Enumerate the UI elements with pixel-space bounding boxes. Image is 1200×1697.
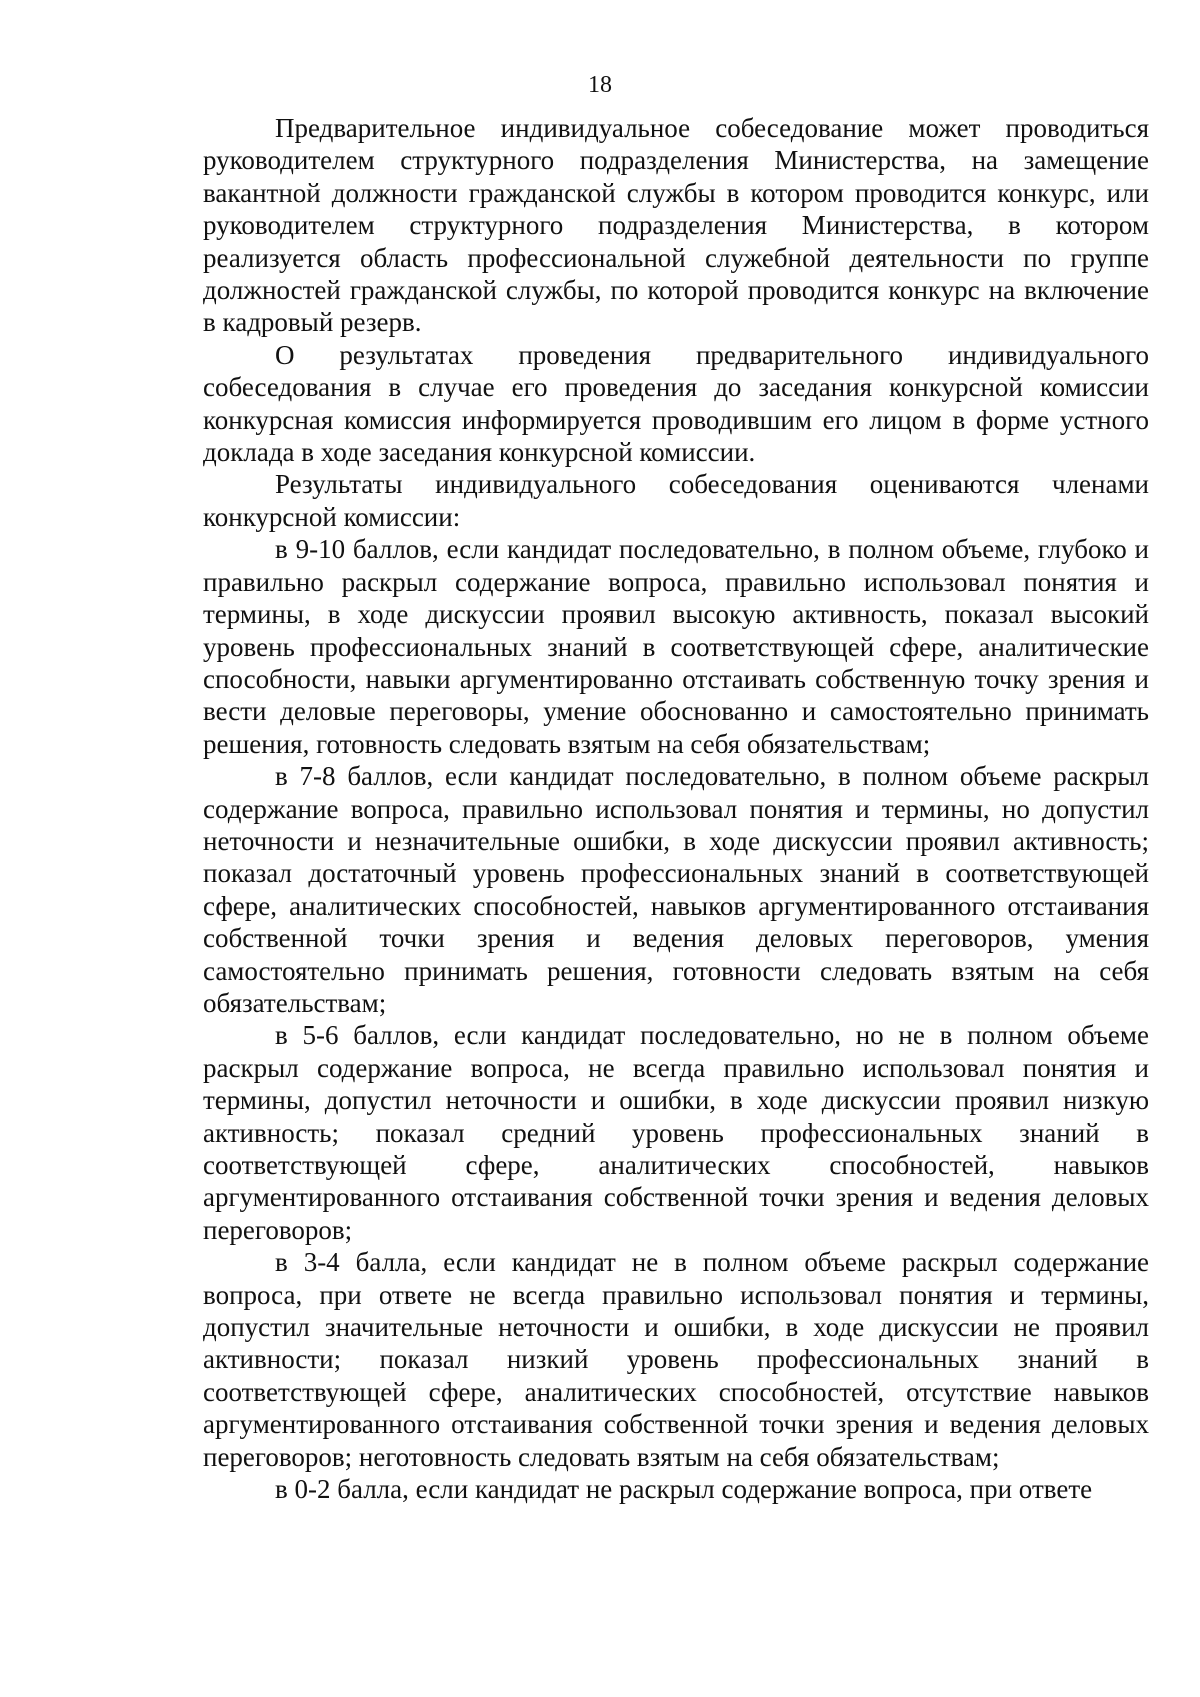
- paragraph-score-3-4: в 3-4 балла, если кандидат не в полном объеме раскрыл содержание вопроса, при ответе не всегда правильно использовал понятия и термины, допустил значительные неточности и ошибки, в ходе дискуссии не проявил активности; показал низкий уровень профессиональных знаний в соответствующей сфере, аналитических способностей, отсутствие навыков аргументированного отстаивания собственной точки зрения и ведения деловых переговоров; неготовность следовать взятым на себя обязательствам;: [203, 1247, 1149, 1472]
- paragraph-score-7-8: в 7-8 баллов, если кандидат последовательно, в полном объеме раскрыл содержание вопроса, правильно использовал понятия и термины, но допустил неточности и незначительные ошибки, в ходе дискуссии проявил активность; показал достаточный уровень профессиональных знаний в соответствующей сфере, аналитических способностей, навыков аргументированного отстаивания собственной точки зрения и ведения деловых переговоров, умения самостоятельно принимать решения, готовности следовать взятым на себя обязательствам;: [203, 761, 1149, 1018]
- paragraph-evaluation-intro: Результаты индивидуального собеседования оцениваются членами конкурсной комиссии:: [203, 469, 1149, 532]
- paragraph-interview-results-report: О результатах проведения предварительного индивидуального собеседования в случае его проведения до заседания конкурсной комиссии конкурсная комиссия информируется проводившим его лицом в форме устного доклада в ходе заседания конкурсной комиссии.: [203, 339, 1149, 468]
- document-body: [203, 112, 1149, 1505]
- paragraph-score-0-2: в 0-2 балла, если кандидат не раскрыл содержание вопроса, при ответе: [275, 1474, 1093, 1505]
- paragraph-preliminary-interview: Предварительное индивидуальное собеседование может проводиться руководителем структурного подразделения Министерства, на замещение вакантной должности гражданской службы в котором проводится конкурс, или руководителем структурного подразделения Министерства, в котором реализуется область профессиональной служебной деятельности по группе должностей гражданской службы, по которой проводится конкурс на включение в кадровый резерв.: [203, 113, 1149, 338]
- page-number: 18: [588, 72, 612, 98]
- paragraph-score-5-6: в 5-6 баллов, если кандидат последовательно, но не в полном объеме раскрыл содержание вопроса, не всегда правильно использовал понятия и термины, допустил неточности и ошибки, в ходе дискуссии проявил низкую активность; показал средний уровень профессиональных знаний в соответствующей сфере, аналитических способностей, навыков аргументированного отстаивания собственной точки зрения и ведения деловых переговоров;: [203, 1020, 1149, 1245]
- paragraph-score-9-10: в 9-10 баллов, если кандидат последовательно, в полном объеме, глубоко и правильно раскрыл содержание вопроса, правильно использовал понятия и термины, в ходе дискуссии проявил высокую активность, показал высокий уровень профессиональных знаний в соответствующей сфере, аналитические способности, навыки аргументированно отстаивать собственную точку зрения и вести деловые переговоры, умение обоснованно и самостоятельно принимать решения, готовность следовать взятым на себя обязательствам;: [203, 534, 1149, 759]
